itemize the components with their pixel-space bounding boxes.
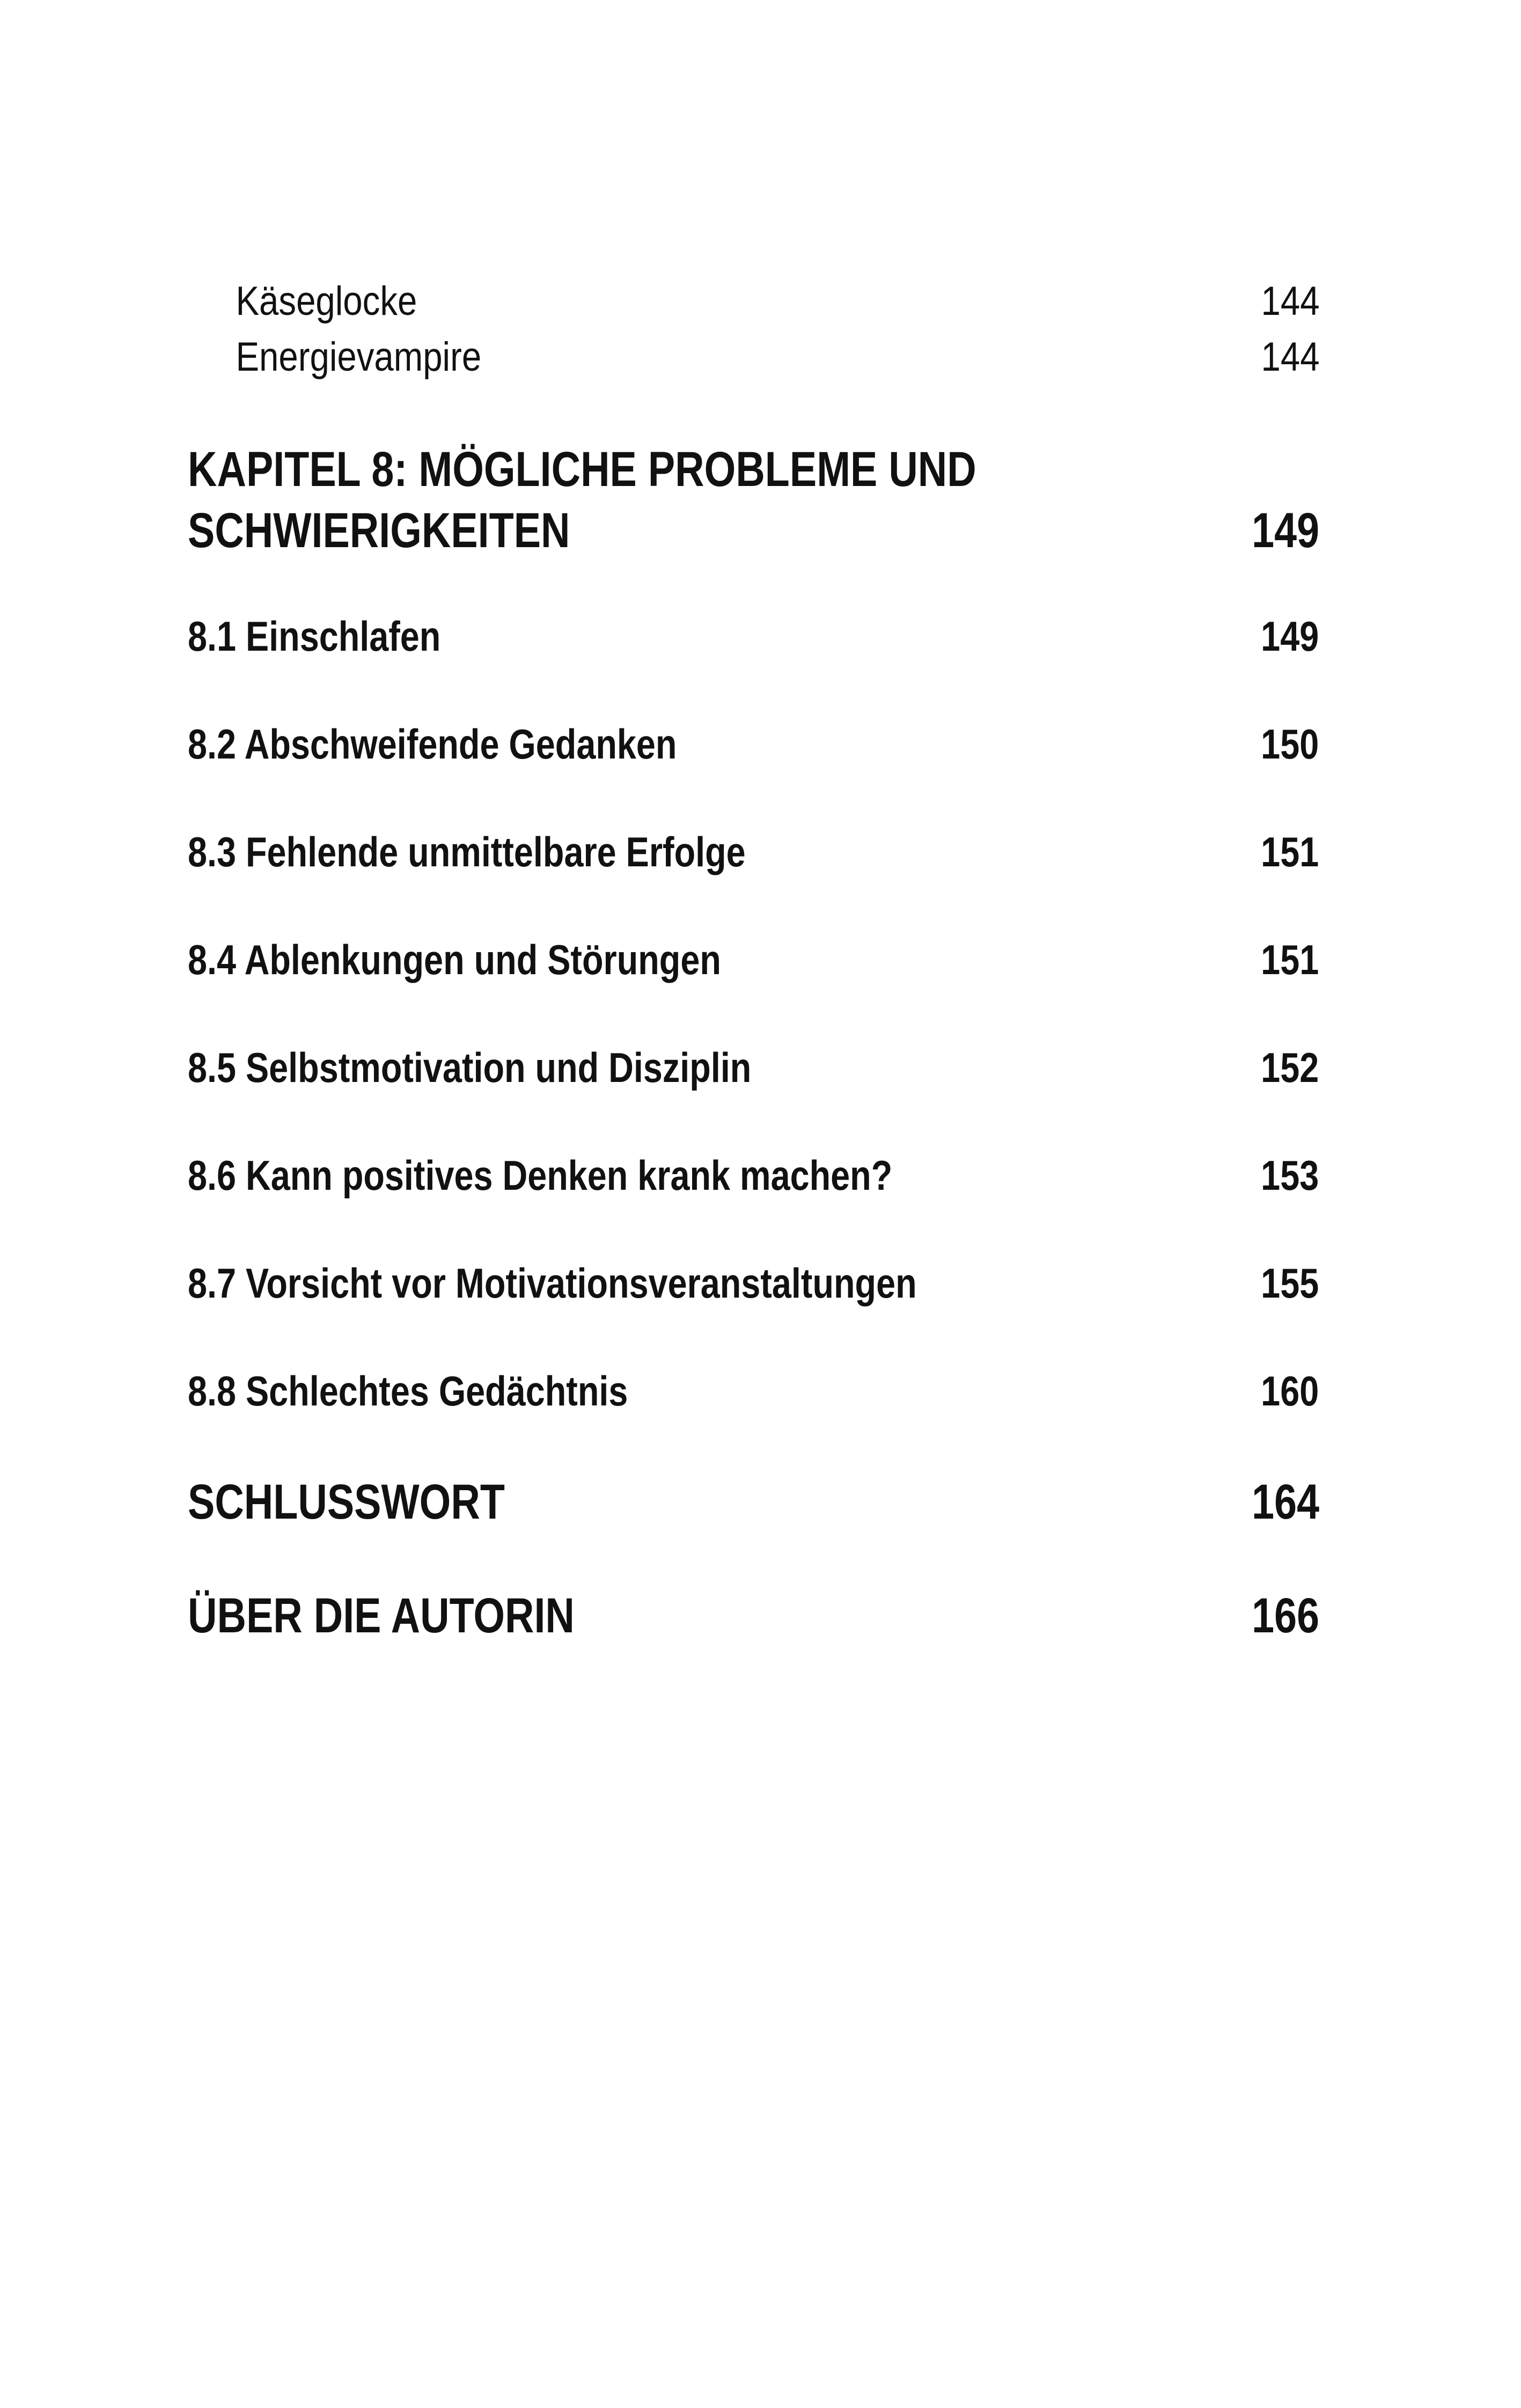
toc-entry-title: 8.6 Kann positives Denken krank machen?	[188, 1152, 893, 1199]
toc-entry-page: 164	[1252, 1475, 1320, 1529]
toc-section-8-3[interactable]	[188, 828, 1319, 877]
toc-entry-page: 153	[1261, 1152, 1319, 1199]
toc-entry-title: 8.1 Einschlafen	[188, 613, 441, 660]
toc-chapter-schlusswort[interactable]	[188, 1474, 1319, 1530]
toc-entry-title: ÜBER DIE AUTORIN	[188, 1588, 575, 1643]
toc-entry-page: 166	[1252, 1588, 1320, 1643]
chapter-title-line1: KAPITEL 8: MÖGLICHE PROBLEME UND	[188, 442, 976, 497]
toc-entry-page: 160	[1261, 1367, 1319, 1415]
toc-entry-title: 8.5 Selbstmotivation und Disziplin	[188, 1044, 752, 1091]
toc-entry-title: Energievampire	[236, 334, 482, 380]
toc-entry-page: 155	[1261, 1260, 1319, 1307]
chapter-title-line2: SCHWIERIGKEITEN	[188, 503, 570, 558]
toc-entry-title: Käseglocke	[236, 278, 417, 324]
toc-entry-title: 8.4 Ablenkungen und Störungen	[188, 936, 721, 983]
toc-section-8-8[interactable]	[188, 1367, 1319, 1416]
toc-section-8-6[interactable]	[188, 1151, 1319, 1200]
toc-entry-page: 149	[1252, 503, 1320, 558]
toc-entry-title: 8.2 Abschweifende Gedanken	[188, 720, 677, 768]
toc-chapter-ueber-die-autorin[interactable]	[188, 1588, 1319, 1644]
toc-section-8-2[interactable]	[188, 720, 1319, 769]
toc-entry-title: SCHLUSSWORT	[188, 1475, 505, 1529]
toc-entry-page: 144	[1261, 278, 1320, 324]
toc-entry-title: 8.7 Vorsicht vor Motivationsveranstaltungen	[188, 1260, 917, 1307]
toc-entry-page: 144	[1261, 334, 1320, 380]
toc-entry-page: 150	[1261, 720, 1319, 768]
toc-section-8-7[interactable]	[188, 1259, 1319, 1308]
toc-section-8-5[interactable]	[188, 1043, 1319, 1092]
toc-entry-energievampire[interactable]	[188, 334, 1320, 380]
toc-chapter-8[interactable]	[188, 439, 1319, 561]
toc-section-8-1[interactable]	[188, 612, 1319, 661]
toc-entry-title: 8.8 Schlechtes Gedächtnis	[188, 1367, 628, 1415]
toc-entry-title: 8.3 Fehlende unmittelbare Erfolge	[188, 828, 746, 875]
toc-entry-page: 151	[1261, 828, 1319, 875]
chapter-title-line2-row	[188, 500, 1319, 561]
toc-section-8-4[interactable]	[188, 936, 1319, 984]
toc-entry-page: 151	[1261, 936, 1319, 983]
toc-entry-page: 152	[1261, 1044, 1319, 1091]
toc-entry-kaeseglocke[interactable]	[188, 278, 1320, 325]
toc-entry-page: 149	[1261, 613, 1319, 660]
